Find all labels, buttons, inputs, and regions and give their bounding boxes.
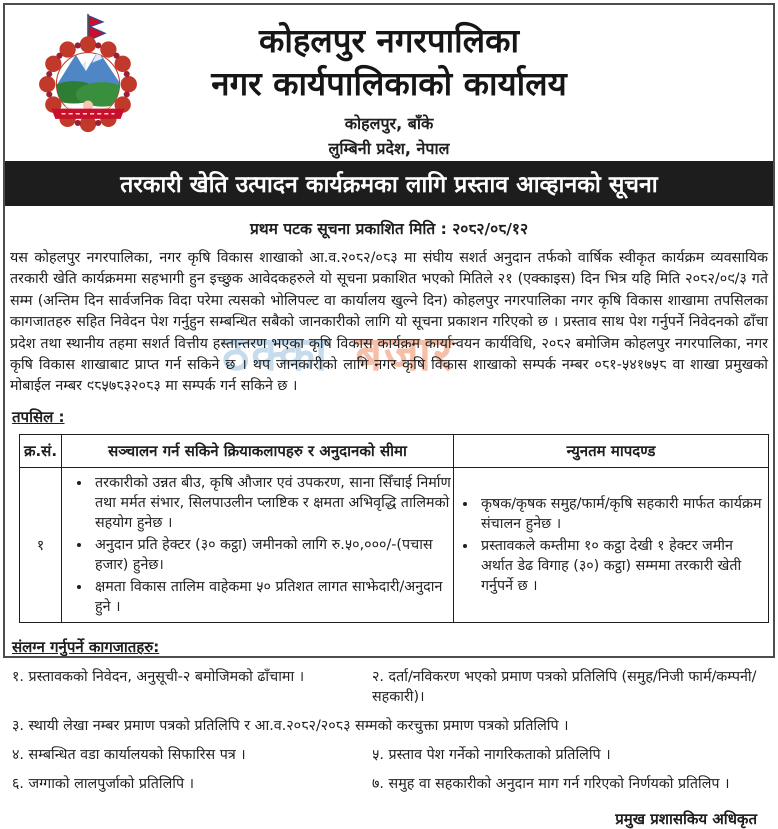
row-activities-cell [62,467,454,622]
notice-content [5,5,773,828]
activity-item: • तरकारीको उन्नत बीउ, कृषि औजार एवं उपकरण, साना सिँचाई निर्माण तथा मर्मत संभार, सिलपाउलीन प्लाष्टिक र क्षमता अभिवृद्धि तालिमको सहयोग हुनेछ । [92,473,453,533]
document-item: २. दर्ता/नविकरण भएको प्रमाण पत्रको प्रतिलिपि (समुह/निजी फार्म/कम्पनी/ सहकारी)। [372,668,757,705]
document-item: ४. सम्बन्धित वडा कार्यालयको सिफारिस पत्र । [12,746,246,763]
activity-item: • अनुदान प्रति हेक्टर (३० कट्ठा) जमीनको लागि रु.५०,०००/-(पचास हजार) हुनेछ। [92,535,453,575]
header-serial-number: क्र.सं. [20,434,62,467]
signature-title: प्रमुख प्रशासकिय अधिकृत [615,809,757,828]
organization-name: कोहलपुर नगरपालिका [258,21,519,60]
activities-list [62,473,453,617]
documents-heading: संलग्न गर्नुपर्ने कागजातहरु: [12,637,160,656]
header-activities: सञ्चालन गर्न सकिने क्रियाकलापहरु र अनुदानको सीमा [62,434,454,467]
letterhead [5,5,773,161]
watermark-word-2: बजार [355,327,455,382]
published-date-line: प्रथम पटक सूचना प्रकाशित मिति : २०८२/०८/१२ [249,220,529,238]
document-item: १. प्रस्तावकको निवेदन, अनुसूची-२ बमोजिमको ढाँचामा । [12,668,305,685]
table-row [20,467,769,622]
address-line-2: लुम्बिनी प्रदेश, नेपाल [328,139,450,158]
documents-list [12,667,766,794]
address-line-1: कोहलपुर, बाँके [344,114,434,133]
document-item: ७. समुह वा सहकारीको अनुदान माग गर्न गरिएको निर्णयको प्रतिलिप । [372,775,730,792]
document-item: ५. प्रस्ताव पेश गर्नेको नागरिकताको प्रतिलिपि । [372,746,611,763]
document-item: ६. जग्गाको लालपुर्जाको प्रतिलिपि । [12,775,195,792]
details-label: तपसिल : [12,407,65,426]
standards-list [454,494,768,596]
program-spec-table [19,434,769,623]
row-standards-cell [454,467,769,622]
notice-title-banner: तरकारी खेति उत्पादन कार्यक्रमका लागि प्रस्ताव आव्हानको सूचना [5,161,773,206]
standard-item: • कृषक/कृषक समुह/फार्म/कृषि सहकारी मार्फत कार्यक्रम संचालन हुनेछ । [478,494,768,534]
nepal-coat-of-arms-icon [35,11,141,137]
table-header-row [20,434,769,467]
watermark-word-1: ठक्का [222,327,330,382]
standard-item: • प्रस्तावकले कम्तीमा १० कट्ठा देखी १ हेक्टर जमीन अर्थात डेढ विगाह (३०) कट्ठा) सम्ममा तरकारी खेती गर्नुपर्ने छ । [478,536,768,596]
row-serial-number: १ [20,467,62,622]
document-item: ३. स्थायी लेखा नम्बर प्रमाण पत्रको प्रतिलिपि र आ.व.२०८२/२०८३ सम्मको करचुक्ता प्रमाण पत्रको प्रतिलिपि । [12,717,569,734]
office-name: नगर कार्यपालिकाको कार्यालय [211,64,567,103]
activity-item: • क्षमता विकास तालिम वाहेकमा ५० प्रतिशत लागत साझेदारी/अनुदान हुने । [92,577,453,617]
notice-body-paragraph: यस कोहलपुर नगरपालिका, नगर कृषि विकास शाखाको आ.व.२०८२/०८३ मा संघीय सशर्त अनुदान तर्फको वार्षिक स्वीकृत कार्यक्रम व्यवसायिक तरकारी खेति कार्यक्रममा सहभागी हुन इच्छुक आवेदकहरुले यो सूचना प्रकाशित भएको मितिले २१ (एक्काइस) दिन भित्र यहि मिति २०८२/०९/३ गते सम्म (अन्तिम दिन सार्वजनिक विदा परेमा त्यसको भोलिपल्ट वा कार्यालय खुल्ने दिन) कोहलपुर नगरपालिका नगर कृषि विकास शाखामा तपसिलका कागजातहरु सहित निवेदन पेश गर्नुहुन सम्बन्धित सबैको जानकारीको लागि यो सूचना प्रकाशन गरिएको छ । प्रस्ताव साथ पेश गर्नुपर्ने निवेदनको ढाँचा प्रदेश तथा स्थानीय तहमा सशर्त वित्तीय हस्तान्तरण भएका कृषि विकास कार्यक्रम कार्यान्वयन कार्यविधि, २०८२ बमोजिम कोहलपुर नगरपालिका, नगर कृषि विकास शाखाबाट प्राप्त गर्न सकिने छ । थप जानकारीको लागि नगर कृषि विकास शाखाको सम्पर्क नम्बर ०८१-५४१७५८ वा शाखा प्रमुखको मोबाईल नम्बर ९८५७८३२०८३ मा सम्पर्क गर्न सकिने छ । [10,250,768,395]
header-minimum-standards: न्युनतम मापदण्ड [454,434,769,467]
